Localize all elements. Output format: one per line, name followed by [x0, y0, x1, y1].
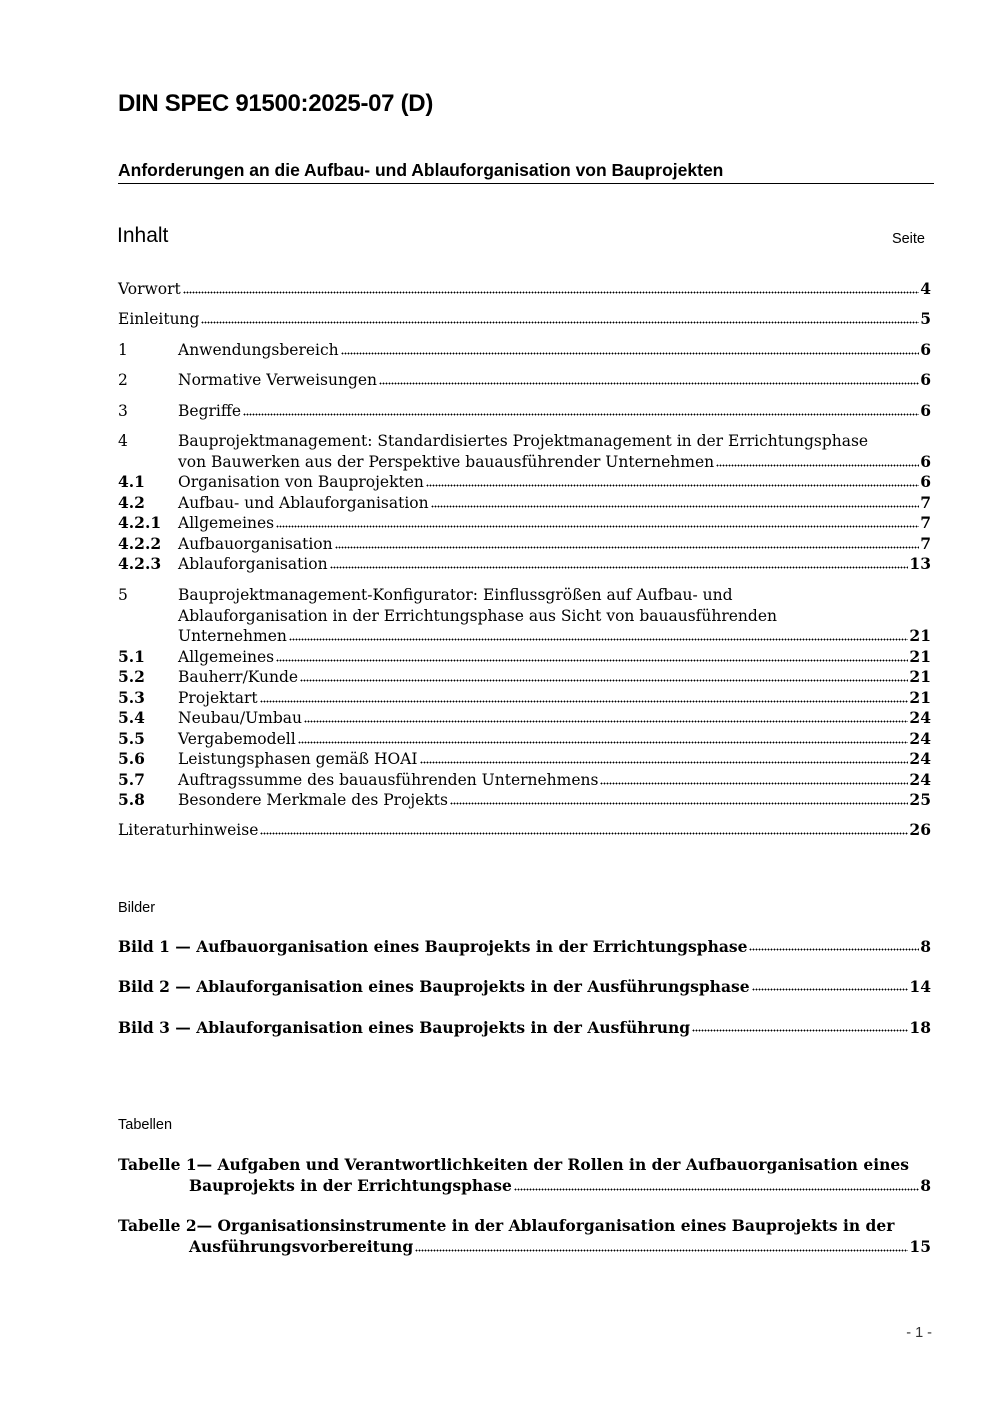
toc-entry-text-line-1: Bauprojektmanagement-Konfigurator: Einflussgrößen auf Aufbau- und [178, 586, 733, 604]
leader-dots [260, 832, 908, 836]
toc-entry-text-line-2: von Bauwerken aus der Perspektive bauausführender Unternehmen [178, 452, 715, 471]
leader-dots [415, 1248, 908, 1252]
toc-entry-text-line-2: Ablauforganisation in der Errichtungsphase aus Sicht von bauausführenden [178, 606, 777, 625]
toc-entry-number: 4 [118, 432, 128, 450]
table-entry-text-line-2: Bauprojekts in der Errichtungsphase [189, 1176, 512, 1195]
figure-entry-text: Bild 3 — Ablauforganisation eines Bauprojekts in der Ausführung [118, 1018, 691, 1037]
leader-dots [276, 525, 919, 529]
leader-dots [304, 720, 908, 724]
figure-entry-page: 14 [909, 977, 931, 996]
toc-entry-page: 6 [920, 451, 931, 471]
toc-entry-text-line-1: Bauprojektmanagement: Standardisiertes Projektmanagement in der Errichtungsphase [178, 432, 869, 450]
toc-entry-number: 1 [118, 341, 128, 359]
toc-entry-literatur[interactable] [118, 820, 931, 841]
toc-entry-number: 5.6 [118, 749, 145, 768]
toc-entry-text: Ablauforganisation [178, 555, 328, 573]
figure-entry-page: 8 [920, 937, 931, 956]
toc-entry-text: Literaturhinweise [118, 821, 259, 839]
leader-dots [600, 781, 908, 785]
toc-entry-number: 4.1 [118, 472, 145, 491]
toc-entry-number: 5.1 [118, 646, 145, 666]
toc-entry-text: Einleitung [118, 310, 200, 328]
document-subtitle: Anforderungen an die Aufbau- und Ablauforganisation von Bauprojekten [118, 160, 724, 180]
toc-entry-number: 5 [118, 586, 128, 604]
toc-entry-text: Vorwort [118, 280, 181, 298]
toc-entry-section-5-2[interactable] [118, 667, 931, 688]
toc-entry-page: 6 [920, 401, 931, 420]
toc-entry-page: 21 [909, 687, 931, 707]
toc-entry-text: Leistungsphasen gemäß HOAI [178, 750, 418, 768]
toc-entry-number: 4.2.2 [118, 533, 162, 553]
toc-entry-number: 4.2.1 [118, 513, 162, 532]
toc-entry-number: 5.7 [118, 769, 145, 789]
leader-dots [431, 504, 920, 508]
leader-dots [330, 566, 909, 570]
toc-entry-text: Allgemeines [178, 647, 275, 666]
toc-entry-section-5-5[interactable] [118, 729, 931, 750]
toc-entry-page: 7 [920, 513, 931, 532]
leader-dots [514, 1187, 919, 1191]
leader-dots [183, 291, 919, 295]
toc-entry-vorwort[interactable] [118, 279, 931, 300]
toc-entry-section-4-2-2[interactable] [118, 534, 931, 555]
toc-entry-text: Organisation von Bauprojekten [178, 473, 424, 491]
toc-entry-page: 26 [909, 820, 931, 839]
toc-group-section-4 [118, 431, 931, 575]
toc-entry-text: Vergabemodell [178, 729, 296, 748]
leader-dots [716, 463, 919, 467]
leader-dots [749, 947, 919, 951]
leader-dots [341, 352, 920, 356]
toc-entry-text: Allgemeines [178, 514, 275, 532]
toc-entry-page: 21 [909, 667, 931, 686]
toc-entry-number: 4.2.3 [118, 554, 162, 573]
figure-entry-1[interactable] [118, 937, 931, 956]
toc-entry-number: 5.8 [118, 790, 145, 809]
toc-entry-page: 24 [909, 708, 931, 727]
toc-entry-section-5-8[interactable] [118, 790, 931, 811]
leader-dots [201, 321, 919, 325]
toc-entry-page: 6 [920, 472, 931, 491]
leader-dots [379, 382, 919, 386]
leader-dots [298, 740, 909, 744]
toc-entry-page: 24 [909, 728, 931, 748]
table-entry-prefix: Tabelle 1 [118, 1155, 197, 1174]
page-number: - 1 - [906, 1325, 932, 1341]
leader-dots [426, 484, 919, 488]
toc-entry-page: 24 [909, 769, 931, 789]
figure-entry-text: Bild 2 — Ablauforganisation eines Bauprojekts in der Ausführungsphase [118, 977, 750, 996]
toc-entry-section-5-1[interactable] [118, 647, 931, 668]
toc-entry-section-1[interactable] [118, 340, 931, 361]
toc-entry-text: Bauherr/Kunde [178, 668, 299, 686]
table-entry-text-line-1: — Organisationsinstrumente in der Ablauforganisation eines Bauprojekts in der [196, 1216, 895, 1235]
toc-entry-page: 5 [920, 309, 931, 328]
table-entry-2[interactable] [118, 1215, 931, 1257]
toc-entry-page: 21 [909, 626, 931, 645]
toc-entry-section-4[interactable] [118, 431, 931, 472]
title-divider [118, 183, 934, 184]
page-column-label: Seite [891, 231, 925, 247]
leader-dots [289, 638, 909, 642]
toc-entry-section-3[interactable] [118, 401, 931, 422]
leader-dots [752, 987, 909, 991]
table-entry-text-line-2: Ausführungsvorbereitung [189, 1237, 414, 1256]
toc-entry-section-5-4[interactable] [118, 708, 931, 729]
toc-entry-section-5-7[interactable] [118, 770, 931, 791]
toc-entry-page: 25 [909, 790, 931, 809]
toc-heading: Inhalt [117, 224, 169, 247]
toc-entry-section-5-6[interactable] [118, 749, 931, 770]
toc-entry-text: Projektart [178, 688, 258, 707]
toc-entry-page: 6 [920, 340, 931, 359]
toc-entry-text: Auftragssumme des bauausführenden Unternehmens [178, 770, 599, 789]
table-entry-text-line-1: — Aufgaben und Verantwortlichkeiten der Rollen in der Aufbauorganisation eines [196, 1155, 909, 1174]
toc-entry-number: 5.5 [118, 728, 145, 748]
table-entry-page: 8 [920, 1176, 931, 1195]
toc-entry-number: 5.4 [118, 708, 145, 727]
toc-entry-section-4-2[interactable] [118, 493, 931, 514]
toc-entry-number: 2 [118, 371, 128, 389]
figure-entry-page: 18 [909, 1018, 931, 1037]
toc-entry-number: 5.3 [118, 687, 145, 707]
leader-dots [300, 679, 908, 683]
toc-entry-section-4-2-1[interactable] [118, 513, 931, 534]
toc-entry-text: Aufbau- und Ablauforganisation [178, 493, 429, 512]
leader-dots [243, 413, 919, 417]
toc-entry-text: Begriffe [178, 402, 242, 420]
toc-entry-number: 3 [118, 402, 128, 420]
toc-entry-page: 7 [920, 492, 931, 512]
figure-entry-3[interactable] [118, 1018, 931, 1037]
toc-entry-section-4-1[interactable] [118, 472, 931, 493]
toc-entry-page: 7 [920, 533, 931, 553]
toc-entry-text: Neubau/Umbau [178, 709, 302, 727]
figure-entry-2[interactable] [118, 977, 931, 996]
leader-dots [450, 802, 908, 806]
figure-entry-text: Bild 1 — Aufbauorganisation eines Bauprojekts in der Errichtungsphase [118, 937, 748, 956]
document-title: DIN SPEC 91500:2025-07 (D) [118, 90, 434, 117]
toc-entry-page: 13 [909, 554, 931, 573]
table-entry-1[interactable] [118, 1154, 931, 1196]
toc-entry-page: 24 [909, 749, 931, 768]
toc-entry-page: 6 [920, 370, 931, 389]
figures-heading: Bilder [118, 900, 156, 916]
table-entry-prefix: Tabelle 2 [118, 1216, 197, 1235]
toc-entry-number: 4.2 [118, 492, 145, 512]
toc-entry-text-line-3: Unternehmen [178, 627, 287, 645]
toc-entry-section-4-2-3[interactable] [118, 554, 931, 575]
leader-dots [692, 1028, 908, 1032]
leader-dots [276, 658, 908, 662]
toc-entry-text: Normative Verweisungen [178, 371, 378, 389]
toc-entry-section-5[interactable] [118, 585, 931, 647]
leader-dots [335, 545, 920, 549]
toc-entry-einleitung[interactable] [118, 309, 931, 330]
tables-heading: Tabellen [118, 1117, 173, 1133]
toc-entry-page: 21 [909, 646, 931, 666]
toc-group-section-5 [118, 585, 931, 811]
leader-dots [420, 761, 909, 765]
table-entry-page: 15 [909, 1237, 931, 1256]
toc-entry-page: 4 [920, 279, 931, 298]
leader-dots [260, 699, 909, 703]
toc-entry-text: Aufbauorganisation [178, 534, 333, 553]
toc-entry-section-2[interactable] [118, 370, 931, 391]
toc-entry-section-5-3[interactable] [118, 688, 931, 709]
toc-entry-text: Anwendungsbereich [178, 341, 339, 359]
toc-entry-text: Besondere Merkmale des Projekts [178, 791, 448, 809]
toc-entry-number: 5.2 [118, 667, 145, 686]
